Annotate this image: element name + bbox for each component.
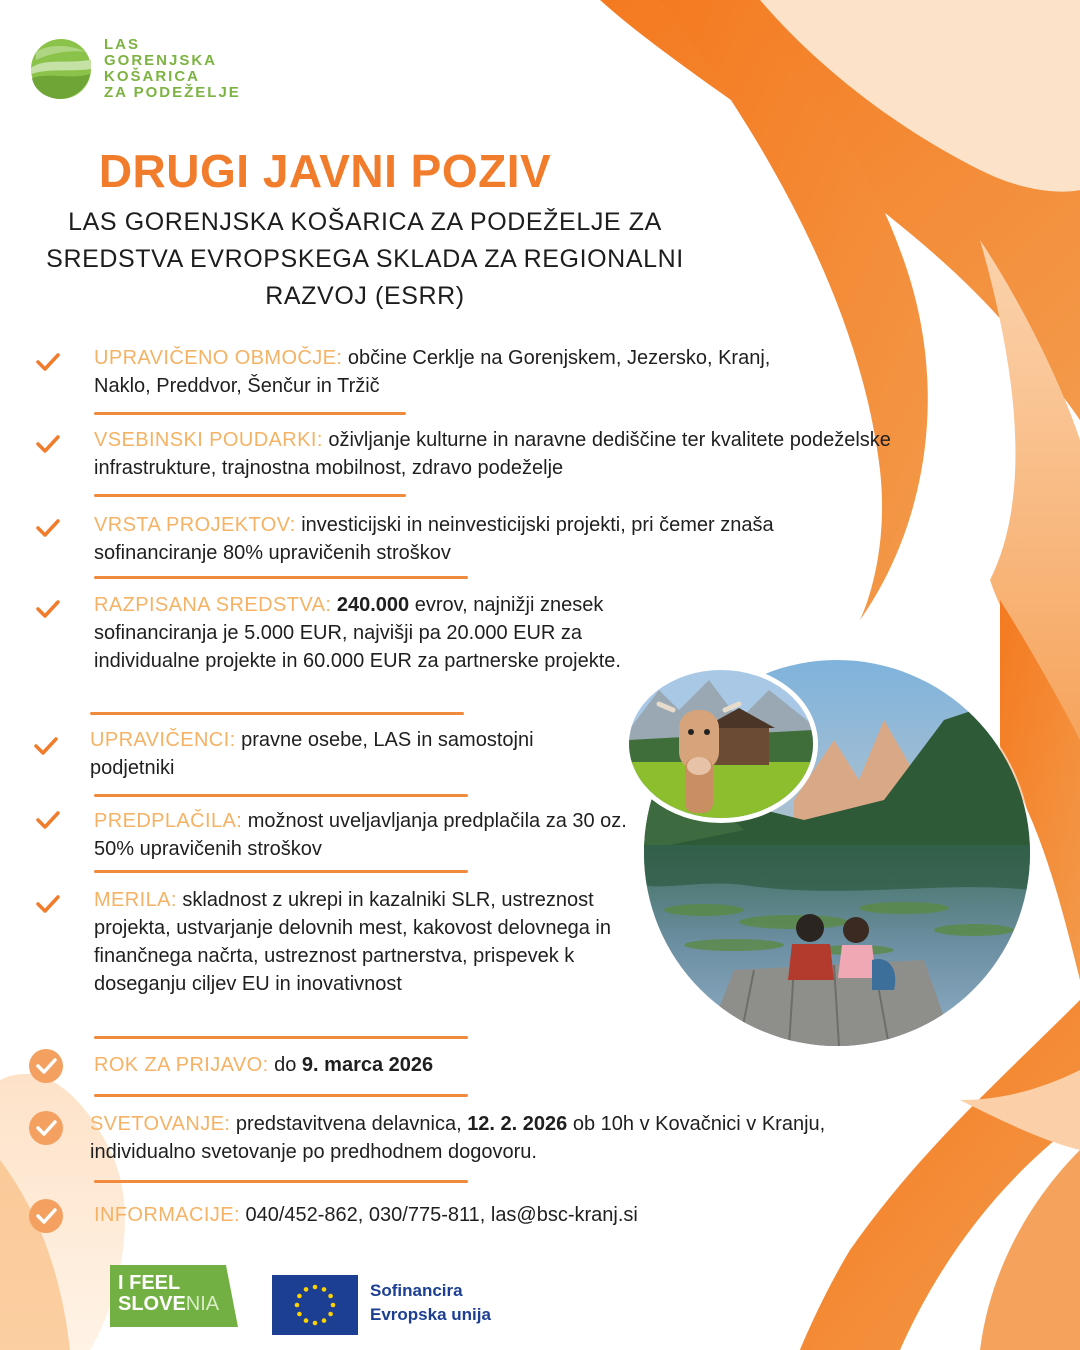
- logo-text: [104, 37, 241, 101]
- item-deadline-text: [94, 1051, 634, 1079]
- ifs-text: [118, 1273, 219, 1315]
- item-label: SVETOVANJE:: [90, 1113, 231, 1135]
- logo-line: GORENJSKA: [104, 52, 218, 69]
- page-subtitle: [30, 204, 700, 315]
- item-body: pravne osebe, LAS in samostojni podjetniki: [90, 729, 534, 779]
- item-body: 040/452-862, 030/775-811, las@bsc-kranj.si: [239, 1204, 638, 1226]
- check-icon: [32, 732, 60, 760]
- divider: [94, 794, 468, 797]
- subtitle-line: SREDSTVA EVROPSKEGA SKLADA ZA REGIONALNI: [46, 245, 684, 273]
- item-label: UPRAVIČENCI:: [90, 729, 236, 751]
- page-title: DRUGI JAVNI POZIV: [98, 145, 552, 197]
- eu-star: [304, 1318, 309, 1323]
- las-logo: [30, 38, 270, 108]
- item-advice-text: [90, 1110, 835, 1166]
- item-body: predstavitvena delavnica,: [230, 1113, 468, 1135]
- item-focus-text: [94, 426, 894, 482]
- item-body: ob 10h v Kovačnici v Kranju, individualno svetovanje po predhodnem dogovoru.: [90, 1113, 826, 1163]
- item-date: 9. marca 2026: [301, 1054, 434, 1076]
- cow-photo: [624, 665, 818, 823]
- check-circle-icon: [28, 1198, 64, 1234]
- divider: [94, 1036, 468, 1039]
- item-label: MERILA:: [94, 889, 177, 911]
- item-label: RAZPISANA SREDSTVA:: [94, 594, 332, 616]
- eu-star: [304, 1287, 309, 1292]
- eu-star: [328, 1294, 333, 1299]
- item-body: oživljanje kulturne in naravne dediščine ter kvalitete podeželske infrastrukture, trajnostna mobilnost, zdravo podeželje: [94, 429, 891, 479]
- logo-line: LAS: [104, 36, 140, 53]
- eu-cofunded-badge: [272, 1275, 522, 1335]
- item-label: UPRAVIČENO OBMOČJE:: [94, 347, 343, 369]
- subtitle-line: RAZVOJ (ESRR): [265, 282, 465, 310]
- eu-text: [370, 1279, 491, 1327]
- cow-photo-illustration: [629, 670, 813, 818]
- logo-line: KOŠARICA: [104, 68, 201, 85]
- logo-line: ZA PODEŽELJE: [104, 84, 241, 101]
- item-body: možnost uveljavljanja predplačila za 30 oz. 50% upravičenih stroškov: [94, 810, 627, 860]
- subtitle-line: LAS GORENJSKA KOŠARICA ZA PODEŽELJE ZA: [68, 208, 662, 236]
- item-body: evrov, najnižji znesek sofinanciranja je 5.000 EUR, najvišji pa 20.000 EUR za individualne projekte in 60.000 EUR za partnerske projekte.: [94, 594, 621, 672]
- item-eligible-text: [90, 726, 570, 782]
- item-body: do: [268, 1054, 302, 1076]
- item-area-text: [94, 344, 784, 400]
- eu-star: [313, 1321, 318, 1326]
- divider: [94, 1094, 468, 1097]
- item-advance-text: [94, 807, 634, 863]
- ifs-line2a: SLOVE: [118, 1293, 186, 1315]
- divider: [94, 576, 468, 579]
- check-circle-icon: [28, 1048, 64, 1084]
- eu-star: [297, 1294, 302, 1299]
- item-label: VRSTA PROJEKTOV:: [94, 514, 296, 536]
- eu-star: [322, 1318, 327, 1323]
- divider: [94, 1180, 468, 1183]
- item-label: INFORMACIJE:: [94, 1204, 240, 1226]
- eu-star: [297, 1312, 302, 1317]
- ifs-line2: [118, 1294, 219, 1315]
- eu-star: [313, 1285, 318, 1290]
- item-label: VSEBINSKI POUDARKI:: [94, 429, 323, 451]
- item-label: PREDPLAČILA:: [94, 810, 243, 832]
- check-icon: [34, 595, 62, 623]
- check-icon: [34, 430, 62, 458]
- eu-flag-icon: [272, 1275, 358, 1335]
- eu-line2: Evropska unija: [370, 1305, 491, 1324]
- item-funds-text: [94, 591, 622, 675]
- item-info-text: [94, 1201, 734, 1229]
- item-date: 12. 2. 2026: [467, 1113, 568, 1135]
- item-amount: 240.000: [331, 594, 410, 616]
- eu-line1: Sofinancira: [370, 1281, 463, 1300]
- eu-star: [328, 1312, 333, 1317]
- item-body: občine Cerklje na Gorenjskem, Jezersko, Kranj, Naklo, Preddvor, Šenčur in Tržič: [94, 347, 771, 397]
- item-body: investicijski in neinvesticijski projekti, pri čemer znaša sofinanciranje 80% upravičenih stroškov: [94, 514, 774, 564]
- check-icon: [34, 890, 62, 918]
- divider: [94, 412, 406, 415]
- eu-star: [295, 1303, 300, 1308]
- i-feel-slovenia-logo: [110, 1265, 238, 1327]
- ifs-line2b: NIA: [185, 1293, 220, 1315]
- check-icon: [34, 348, 62, 376]
- divider: [94, 870, 468, 873]
- item-criteria-text: [94, 886, 654, 998]
- check-icon: [34, 806, 62, 834]
- eu-stars: [272, 1275, 358, 1335]
- eu-star: [331, 1303, 336, 1308]
- divider: [94, 494, 406, 497]
- item-type-text: [94, 511, 834, 567]
- check-icon: [34, 514, 62, 542]
- item-label: ROK ZA PRIJAVO:: [94, 1054, 269, 1076]
- item-body: skladnost z ukrepi in kazalniki SLR, ustreznost projekta, ustvarjanje delovnih mest, kakovost delovnega in finančnega načrta, ustreznost partnerstva, prispevek k doseganju ciljev EU in inovativnost: [94, 889, 611, 995]
- ifs-line1: I FEEL: [118, 1272, 181, 1294]
- logo-mark-icon: [30, 38, 92, 100]
- eu-star: [322, 1287, 327, 1292]
- divider: [90, 712, 464, 715]
- check-circle-icon: [28, 1110, 64, 1146]
